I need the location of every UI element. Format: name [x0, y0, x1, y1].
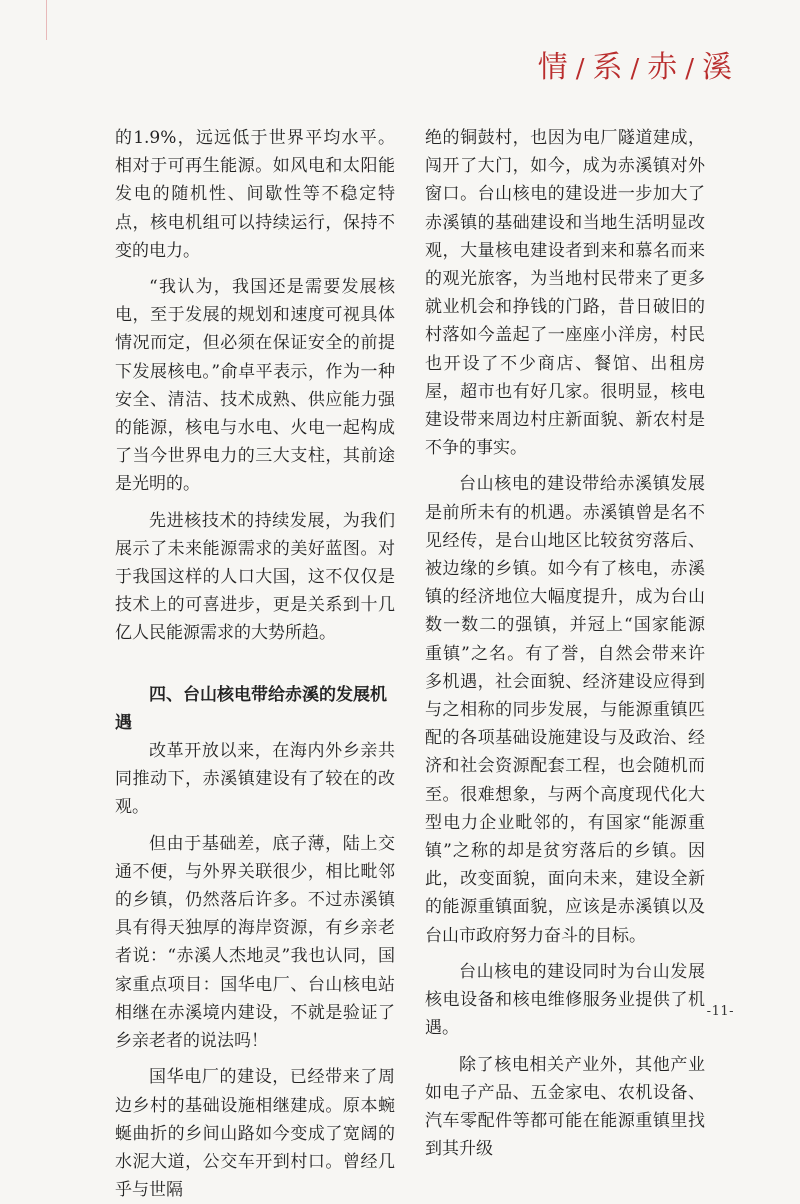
- header-char-3: 赤: [647, 50, 680, 85]
- header-char-1: 情: [537, 50, 570, 85]
- page-number: -11-: [706, 1004, 734, 1019]
- header-separator: /: [630, 54, 642, 84]
- header-separator: /: [685, 54, 696, 84]
- paragraph: 台山核电的建设带给赤溪镇发展是前所未有的机遇。赤溪镇曾是名不见经传，是台山地区比较贫穷落后、被边缘的乡镇。如今有了核电，赤溪镇的经济地位大幅度提升，成为台山数一数二的强镇，并冠上“国家能源重镇”之名。有了誉，自然会带来许多机遇，社会面貌、经济建设应得到与之相称的同步发展，与能源重镇匹配的各项基础设施建设与及政治、经济和社会资源配套工程，也会随机而至。很难想象，与两个高度现代化大型电力企业毗邻的，有国家“能源重镇”之称的却是贫穷落后的乡镇。因此，改变面貌，面向未来，建设全新的能源重镇面貌，应该是赤溪镇以及台山市政府努力奋斗的目标。: [425, 474, 705, 946]
- right-column: [425, 124, 705, 1163]
- header-char-2: 系: [592, 50, 625, 85]
- paragraph: 绝的铜鼓村，也因为电厂隧道建成，闯开了大门，如今，成为赤溪镇对外窗口。台山核电的建设进一步加大了赤溪镇的基础建设和当地生活明显改观，大量核电建设者到来和慕名而来的观光旅客，为当地村民带来了更多就业机会和挣钱的门路，昔日破旧的村落如今盖起了一座座小洋房，村民也开设了不少商店、餐馆、出租房屋，超市也有好几家。很明显，核电建设带来周边村庄新面貌、新农村是不争的事实。: [425, 128, 705, 459]
- section-header: [538, 42, 734, 86]
- left-column: [115, 124, 395, 1204]
- margin-rule: [46, 0, 47, 40]
- paragraph: “我认为，我国还是需要发展核电，至于发展的规划和速度可视具体情况而定，但必须在保证安全的前提下发展核电。”俞卓平表示，作为一种安全、清洁、技术成熟、供应能力强的能源，核电与水电、火电一起构成了当今世界电力的三大支柱，其前途是光明的。: [115, 277, 395, 495]
- paragraph: 的1.9%，远远低于世界平均水平。相对于可再生能源。如风电和太阳能发电的随机性、间歇性等不稳定特点，核电机组可以持续运行，保持不变的电力。: [115, 128, 395, 261]
- header-separator: /: [575, 54, 587, 84]
- header-char-4: 溪: [702, 50, 734, 85]
- paragraph: 除了核电相关产业外，其他产业如电子产品、五金家电、农机设备、汽车零配件等都可能在能源重镇里找到其升级: [425, 1054, 705, 1160]
- paragraph: 台山核电的建设同时为台山发展核电设备和核电维修服务业提供了机遇。: [425, 961, 705, 1039]
- section-heading: 四、台山核电带给赤溪的发展机遇: [115, 684, 387, 733]
- paragraph: 改革开放以来，在海内外乡亲共同推动下，赤溪镇建设有了较在的改观。: [115, 741, 395, 818]
- paragraph: 先进核技术的持续发展，为我们展示了未来能源需求的美好蓝图。对于我国这样的人口大国，这不仅仅是技术上的可喜进步，更是关系到十几亿人民能源需求的大势所趋。: [115, 510, 395, 644]
- paragraph: 国华电厂的建设，已经带来了周边乡村的基础设施相继建成。原本蜿蜒曲折的乡间山路如今变成了宽阔的水泥大道，公交车开到村口。曾经几乎与世隔: [115, 1067, 395, 1201]
- paragraph: 但由于基础差，底子薄，陆上交通不便，与外界关联很少，相比毗邻的乡镇，仍然落后许多。不过赤溪镇具有得天独厚的海岸资源，有乡亲老者说：“赤溪人杰地灵”我也认同，国家重点项目：国华电厂、台山核电站相继在赤溪境内建设，不就是验证了乡亲老者的说法吗！: [115, 833, 395, 1052]
